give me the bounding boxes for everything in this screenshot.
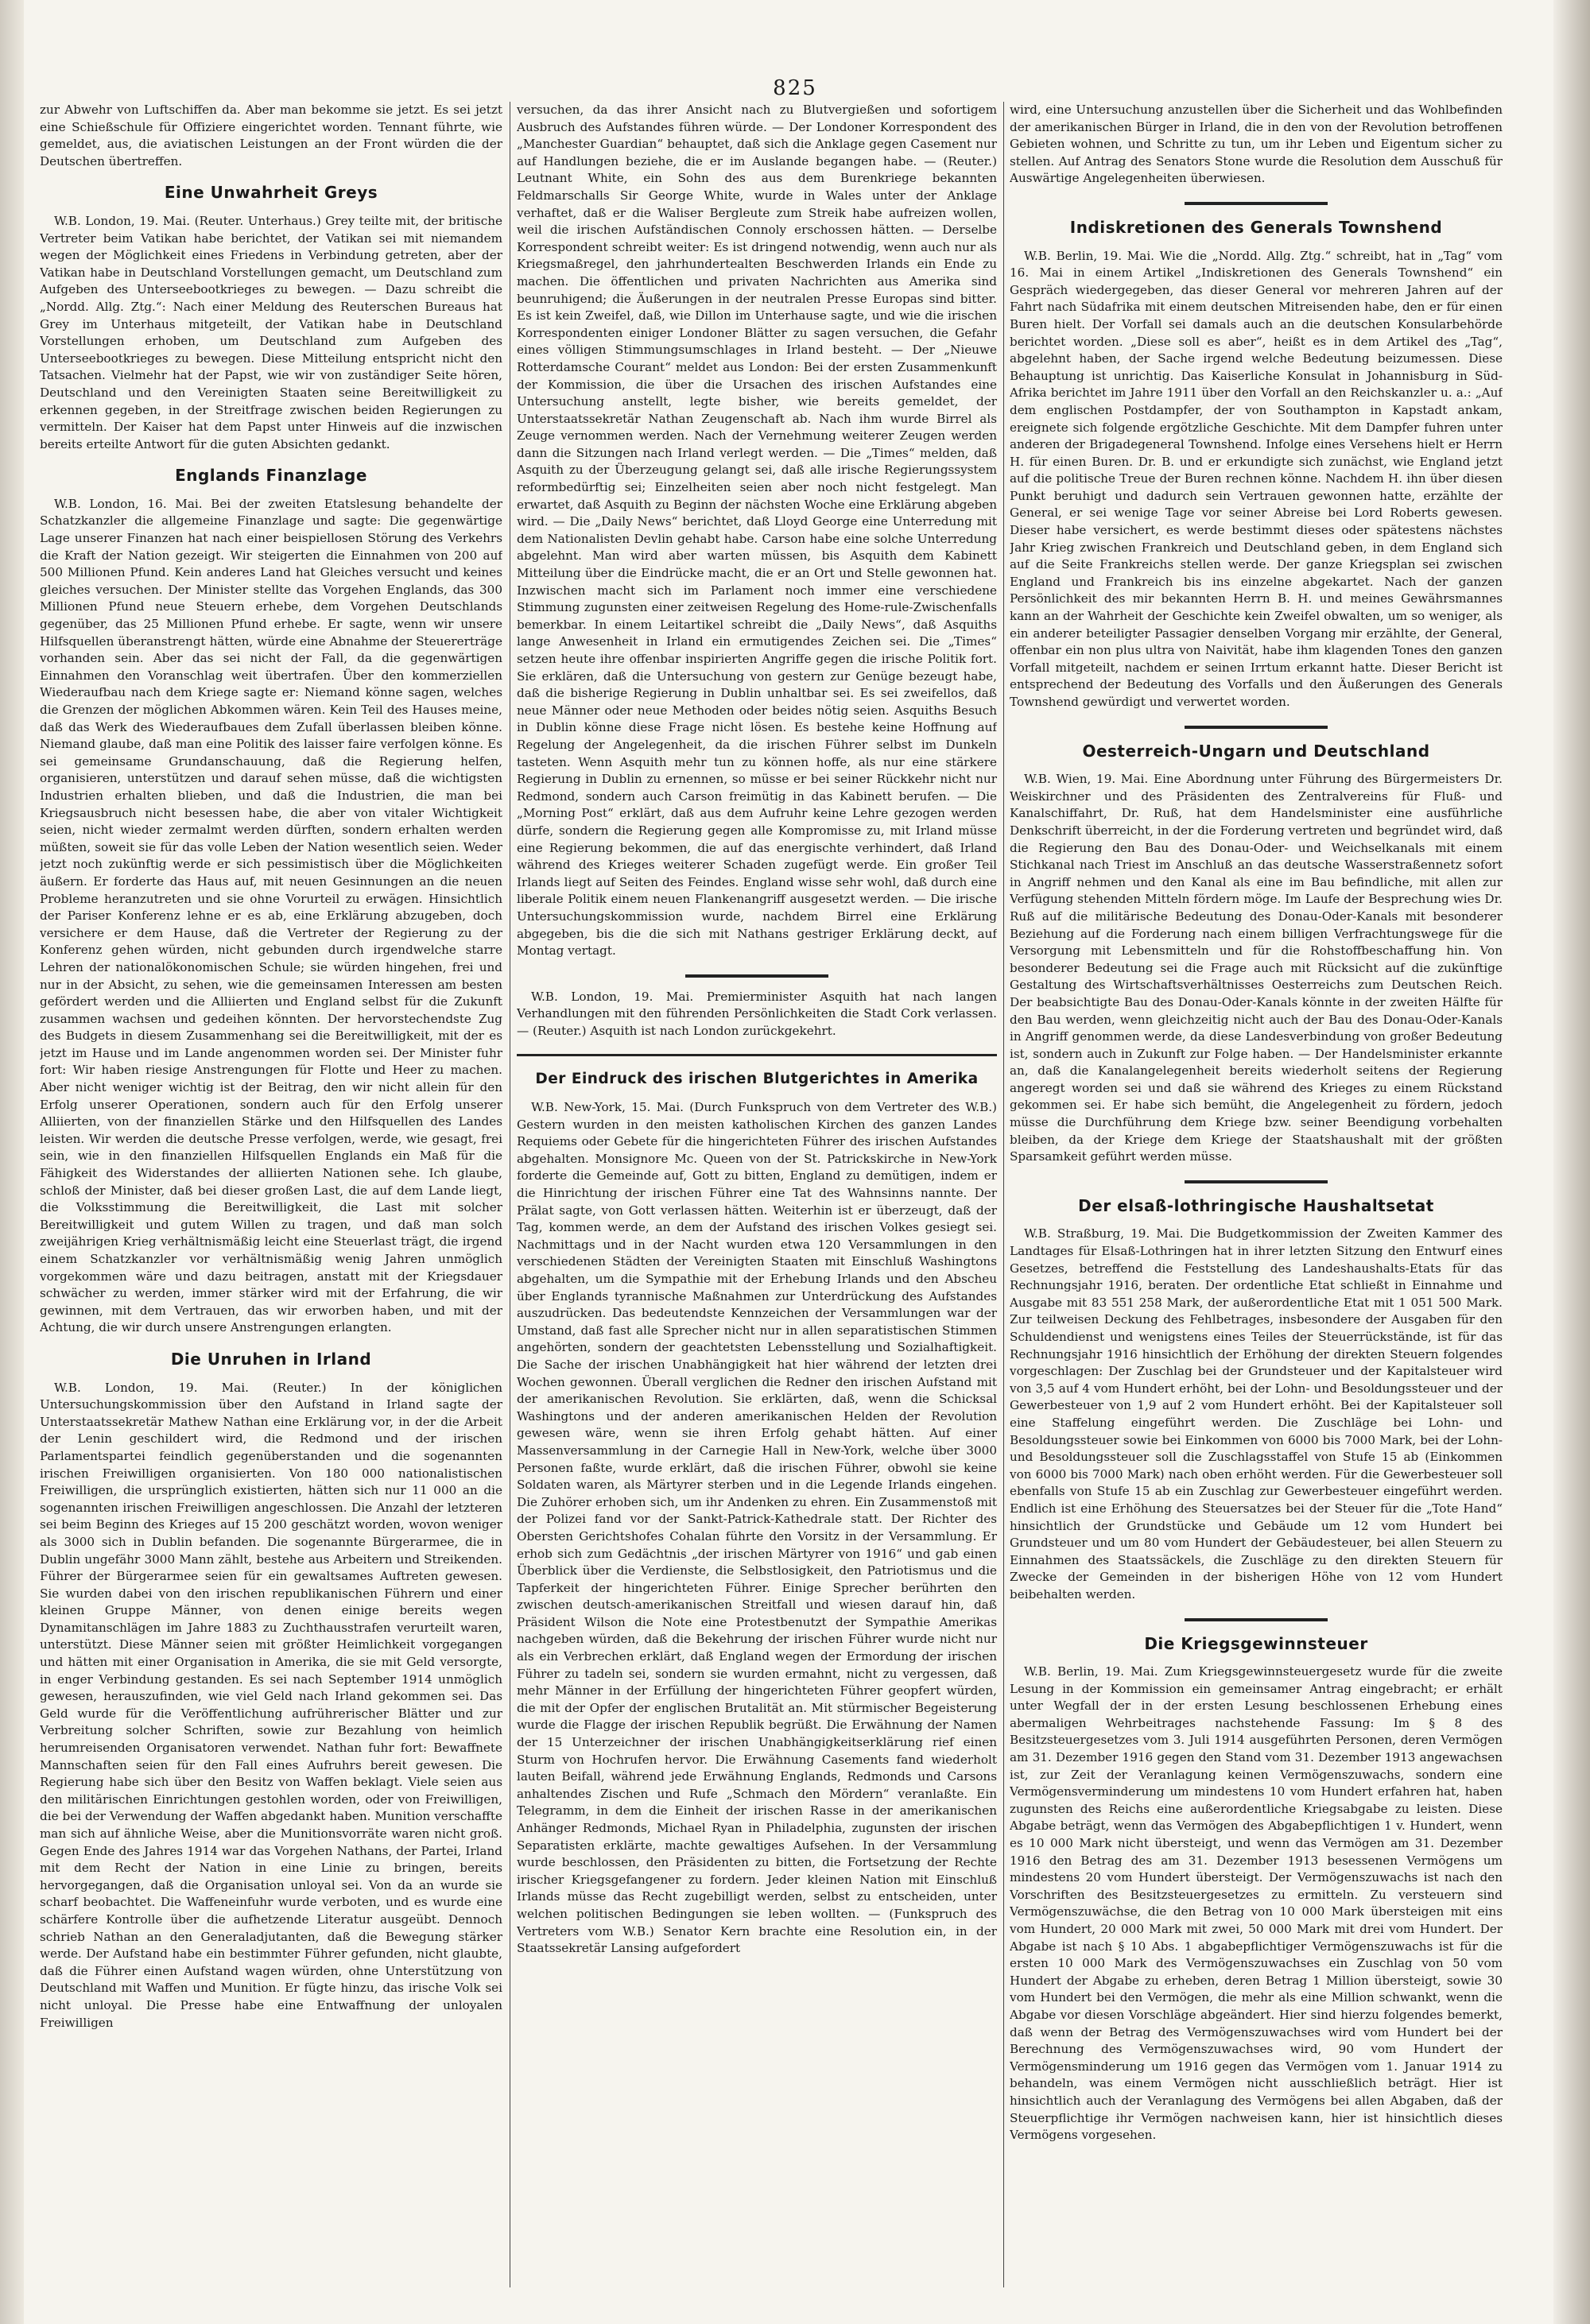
article-body: W.B. London, 19. Mai. (Reuter.) In der königlichen Untersuchungskommission über den Aufstand in Irland sagte der Unterstaatssekretär Mathew Nathan eine Erklärung vor, in der die Arbeit der Lenin geschildert wird, die Redmond und der irischen Parlamentspartei feindlich gegenüberstanden und die sogenannten irischen Freiwilligen organisierten. Von 180 000 nationalistischen Freiwilligen, die ursprünglich existierten, hätten sich nur 11 000 an die sogenannten irischen Freiwilligen angeschlossen. Die Anzahl der letzteren sei beim Beginn des Krieges auf 15 200 geschätzt worden, wovon weniger als 3000 sich in Dublin befanden. Die sogenannte Bürgerarmee, die in Dublin ungefähr 3000 Mann zählt, bestehe aus Arbeitern und Streikenden. Führer der Bürgerarmee seien für ein gewaltsames Auftreten gewesen. Sie wurden dabei von den irischen republikanischen Führern und einer kleinen Gruppe Männer, von denen einige bereits wegen Dynamitanschlägen im Jahre 1883 zu Zuchthausstrafen verurteilt waren, unterstützt. Diese Männer seien mit größter Heimlichkeit vorgegangen und hätten mit einer Organisation in Amerika, die sie mit Geld versorgte, in enger Verbindung gestanden. Es sei nach September 1914 unmöglich gewesen, herauszufinden, wie viel Geld nach Irland gekommen sei. Das Geld wurde für die Veröffentlichung aufrührerischer Blätter und zur Verbreitung solcher Schriften, sowie zur Bezahlung von heimlich herumreisenden Organisatoren verwendet. Nathan fuhr fort: Bewaffnete Mannschaften seien für den Fall eines Aufruhrs bereit gewesen. Die Regierung habe sich über den Besitz von Waffen beklagt. Viele seien aus den militärischen Einrichtungen gestohlen worden, oder von Freiwilligen, die bei der Verwendung der Waffen abgedankt haben. Munition verschaffte man sich auf ähnliche Weise, aber die Munitionsvorräte waren nicht groß. Gegen Ende des Jahres 1914 war das Vorgehen Nathans, der Partei, Irland mit dem Recht der Nation in eine Linie zu bringen, bereits hervorgegangen, daß die Organisation unloyal sei. Von da an wurde sie scharf beobachtet. Die Waffeneinfuhr wurde verboten, und es wurde eine schärfere Kontrolle über die aufhetzende Literatur ausgeübt. Dennoch schrieb Nathan an den Generaladjutanten, daß die Bewegung stärker werde. Der Aufstand habe ein bestimmter Führer gefunden, nicht glaubte, daß die Führer einen Aufstand wagen würden, ohne Unterstützung von Deutschland mit Waffen und Munition. Er fügte hinzu, das irische Volk sei nicht unloyal. Die Presse habe eine Entwaffnung der unloyalen Freiwilligen [40,1380,502,2030]
section-separator [1185,1180,1328,1183]
column-divider [1003,102,1004,2287]
page-edge-shadow [1553,0,1590,2324]
page-binding-shadow [0,0,24,2324]
article-headline: Oesterreich-Ungarn und Deutschland [1082,741,1430,761]
article-headline: Eine Unwahrheit Greys [164,183,378,203]
article-body: W.B. London, 16. Mai. Bei der zweiten Etatslesung behandelte der Schatzkanzler die allgemeine Finanzlage und sagte: Die gegenwärtige Lage unserer Finanzen hat nach einer beispiellosen Störung des Verkehrs die Kraft der Nation gezeigt. Wir steigerten die Einnahmen von 200 auf 500 Millionen Pfund. Kein anderes Land hat Gleiches versucht und keines gleiches versuchen. Der Minister stellte das Vorgehen Englands, das 300 Millionen Pfund neue Steuern erhebe, dem Vorgehen Deutschlands gegenüber, das 25 Millionen Pfund erhebe. Er sagte, wenn wir unsere Hilfsquellen überanstrengt hätten, würde eine Abnahme der Steuererträge vorhanden sein. Aber das sei nicht der Fall, da die gegenwärtigen Einnahmen den Voranschlag weit übertrafen. Über den kommerziellen Wiederaufbau nach dem Kriege sagte er: Niemand könne sagen, welches die Grenzen der möglichen Abkommen wären. Kein Teil des Hauses meine, daß das Werk des Wiederaufbaues dem Zufall überlassen bleiben könne. Niemand glaube, daß man eine Politik des laisser faire verfolgen könne. Es sei gemeinsame Grundanschauung, daß die Regierung helfen, organisieren, unterstützen und darauf sehen müsse, daß die wichtigsten Industrien erhalten blieben, und daß die Industrien, die man bei Kriegsausbruch nicht besessen habe, die aber von vitaler Wichtigkeit seien, nicht wieder zermalmt werden dürften, sondern erhalten werden müßten, soweit sie für das volle Leben der Nation wesentlich seien. Weder jetzt noch zukünftig werde er sich pessimistisch über die Möglichkeiten äußern. Er forderte das Haus auf, mit neuen Gesinnungen an die neuen Probleme heranzutreten und sie ohne Vorurteil zu erwägen. Hinsichtlich der Pariser Konferenz lehne er es ab, eine Erklärung abzugeben, doch versichere er dem Hause, daß die Vertreter der Regierung zu der Konferenz gehen würden, nicht gebunden durch irgendwelche starre Lehren der nationalökonomischen Schule; sie würden hingehen, frei und nur in der Absicht, zu sehen, wie die gemeinsamen Interessen am besten gefördert werden und die Alliierten und England selbst für die Zukunft zusammen wachsen und gedeihen könnten. Der hervorstechendste Zug des Budgets in diesem Zusammenhang sei die Bereitwilligkeit, mit der es jetzt im Hause und im Lande angenommen worden sei. Der Minister fuhr fort: Wir haben riesige Anstrengungen für Flotte und Heer zu machen. Aber nicht weniger wichtig ist der Beitrag, den wir nicht allein für den Erfolg unserer Operationen, sondern auch für den Erfolg unserer Alliierten, von der finanziellen Stärke und den Hilfsquellen des Landes leisten. Wir werden die deutsche Presse verfolgen, werde, wie gesagt, frei sein, wie in den finanziellen Hilfsquellen Englands ein Maß für die Fähigkeit des Widerstandes der alliierten Nationen sehe. Ich glaube, schloß der Minister, daß bei dieser großen Last, die auf dem Lande liegt, die Volksstimmung die Bereitwilligkeit, die Last mit solcher Bereitwilligkeit und gutem Willen zu tragen, und daß man solch zweijährigen Krieg verhältnismäßig leicht eine Steuerlast trägt, die irgend einem Schatzkanzler vor verhältnismäßig wenig Jahren unmöglich vorgekommen wäre und dazu beitragen, anstatt mit der Kriegsdauer schwächer zu werden, immer stärker wird mit der Erfahrung, die wir gewinnen, mit dem Vertrauen, das wir erworben haben, und mit der Achtung, die wir durch unsere Anstrengungen erlangten. [40,496,502,1335]
article-headline: Der Eindruck des irischen Blutgerichtes in Amerika [535,1071,979,1088]
section-separator [1185,202,1328,205]
section-separator [1185,726,1328,729]
continued-text: wird, eine Untersuchung anzustellen über die Sicherheit und das Wohlbefinden der amerikanischen Bürger in Irland, die in den von der Revolution betroffenen Gebieten wohnen, und Schritte zu tun, um ihr Leben und Eigentum sicher zu stellen. Auf Antrag des Senators Stone wurde die Resolution dem Ausschuß für Auswärtige Angelegenheiten überwiesen. [1010,103,1503,186]
section-separator [517,1054,997,1056]
article-headline: Englands Finanzlage [175,466,367,486]
article-body: W.B. New-York, 15. Mai. (Durch Funkspruch von dem Vertreter des W.B.) Gestern wurden in den meisten katholischen Kirchen des ganzen Landes Requiems oder Gebete für die hingerichteten Führer des irischen Aufstandes abgehalten. Monsignore Mc. Queen von der St. Patrickskirche in New-York forderte die Gemeinde auf, Gott zu bitten, England zu demütigen, indem er die Hinrichtung der irischen Führer eine Tat des Wahnsinns nannte. Der Prälat sagte, von Gott verlassen hätten. Weiterhin ist er überzeugt, daß der Tag, kommen werde, an dem der Aufstand des irischen Volkes gesiegt sei. Nachmittags und in der Nacht wurden etwa 120 Versammlungen in den verschiedenen Städten der Vereinigten Staaten mit Einschluß Washingtons abgehalten, um die Sympathie mit der Erhebung Irlands und den Abscheu über Englands tyrannische Maßnahmen zur Unterdrückung des Aufstandes auszudrücken. Das bedeutendste Kennzeichen der Versammlungen war der Umstand, daß fast alle Sprecher nicht nur in allen separatistischen Stimmen angehörten, sondern der geachtetsten Lebensstellung und Sozialhaftigkeit. Die Sache der irischen Unabhängigkeit hat hier während der letzten drei Wochen gewonnen. Überall verglichen die Redner den irischen Aufstand mit der amerikanischen Revolution. Sie erklärten, daß, wenn die Schicksal Washingtons und der anderen amerikanischen Helden der Revolution gewesen wäre, wenn sie ihren Erfolg gehabt hätten. Auf einer Massenversammlung in der Carnegie Hall in New-York, welche über 3000 Personen faßte, wurde erklärt, daß die irischen Führer, obwohl sie keine Soldaten waren, als Märtyrer sterben und in die Legende Irlands eingehen. Die Zuhörer erhoben sich, um ihr Andenken zu ehren. Ein Zusammenstoß mit der Polizei fand vor der Sankt-Patrick-Kathedrale statt. Der Richter des Obersten Gerichtshofes Cohalan führte den Vorsitz in der Versammlung. Er erhob sich zum Gedächtnis „der irischen Märtyrer von 1916“ und gab einen Überblick über die Verdienste, die Selbstlosigkeit, den Patriotismus und die Tapferkeit der hingerichteten Führer. Einige Sprecher berührten den zwischen deutsch-amerikanischen Streitfall und wiesen darauf hin, daß Präsident Wilson die Note eine Protestbenutzt der Sympathie Amerikas nachgeben würden, daß die Bekehrung der irischen Führer wurde nicht nur als ein Verbrechen erklärt, daß England wegen der Ermordung der irischen Führer zu tadeln sei, sondern sie wurden ermahnt, nicht zu vergessen, daß mehr Männer in der Erfüllung der hingerichteten Führer geopfert würden, die mit der Opfer der englischen Brutalität an. Mit stürmischer Begeisterung wurde die Flagge der irischen Republik begrüßt. Die Erwähnung der Namen der 15 Unterzeichner der irischen Unabhängigkeitserklärung rief einen Sturm von Hochrufen hervor. Die Erwähnung Casements fand wiederholt lauten Beifall, während jede Erwähnung Englands, Redmonds und Carsons anhaltendes Zischen und Rufe „Schmach den Mördern“ veranlaßte. Ein Telegramm, in dem die Einheit der irischen Rasse in der amerikanischen Anhänger Redmonds, Michael Ryan in Philadelphia, zugunsten der irischen Separatisten erklärte, machte gewaltiges Aufsehen. In der Versammlung wurde beschlossen, den Präsidenten zu bitten, die Fortsetzung der Rechte irischer Kriegsgefangener zu fordern. Jeder kleinen Nation mit Einschluß Irlands müsse das Recht zugebilligt werden, selbst zu entscheiden, unter welchen politischen Bedingungen sie leben wollten. — (Funkspruch des Vertreters vom W.B.) Senator Kern brachte eine Resolution ein, in der Staatssekretär Lansing aufgefordert [517,1100,997,1956]
article-headline: Die Unruhen in Irland [170,1349,372,1369]
article-body: W.B. Straßburg, 19. Mai. Die Budgetkommission der Zweiten Kammer des Landtages für Elsaß-Lothringen hat in ihrer letzten Sitzung den Entwurf eines Gesetzes, betreffend die Feststellung des Landeshaushalts-Etats für das Rechnungsjahr 1916, beraten. Der ordentliche Etat schließt in Einnahme und Ausgabe mit 83 551 258 Mark, der außerordentliche Etat mit 1 051 500 Mark. Zur teilweisen Deckung des Fehlbetrages, insbesondere der Ausgaben für den Schuldendienst und wenigstens eines Teiles der Steuerrückstände, ist für das Rechnungsjahr 1916 hinsichtlich der Erhöhung der direkten Steuern folgendes vorgeschlagen: Der Zuschlag bei der Grundsteuer und der Kapitalsteuer wird von 3,5 auf 4 vom Hundert erhöht, bei der Lohn- und Besoldungssteuer und der Gewerbesteuer von 1,9 auf 2 vom Hundert erhöht. Bei der Kapitalsteuer soll eine Staffelung eingeführt werden. Die Zuschläge bei Lohn- und Besoldungssteuer sowie bei Einkommen von 6000 bis 7000 Mark, bei der Lohn- und Besoldungssteuer soll die Zuschlagsstaffel von Stufe 15 ab (Einkommen von 6000 bis 7000 Mark) nach oben erhöht werden. Für die Gewerbesteuer soll ebenfalls von Stufe 15 ab ein Zuschlag zur Gewerbesteuer eingeführt werden. Endlich ist eine Erhöhung des Steuersatzes bei der Steuer für die „Tote Hand“ hinsichtlich der Grundstücke und Gebäude um 12 vom Hundert bei Grundsteuer und um 80 vom Hundert der Gebäudesteuer, bei allen Steuern zu Einnahmen des Staatssäckels, die Zuschläge zu den direkten Steuern für Zwecke der Gemeinden in der bisherigen Höhe von 12 vom Hundert beibehalten werden. [1010,1226,1503,1602]
article-headline: Der elsaß-lothringische Haushaltsetat [1078,1195,1434,1215]
article-headline: Die Kriegsgewinnsteuer [1144,1633,1368,1653]
article-body: W.B. London, 19. Mai. Premierminister Asquith hat nach langen Verhandlungen mit den führenden Persönlichkeiten die Stadt Cork verlassen. — (Reuter.) Asquith ist nach London zurückgekehrt. [517,989,997,1038]
continued-text: versuchen, da das ihrer Ansicht nach zu Blutvergießen und sofortigem Ausbruch des Aufstandes führen würde. — Der Londoner Korrespondent des „Manchester Guardian“ behauptet, daß sich die Anklage gegen Casement nur auf Handlungen beziehe, die er im Auslande begangen habe. — (Reuter.) Leutnant White, ein Sohn des aus dem Burenkriege bekannten Feldmarschalls Sir George White, wurde in Wales unter der Anklage verhaftet, daß er die Waliser Bergleute zum Streik habe aufreizen wollen, weil die irischen Aufständischen Connoly erschossen hätten. — Derselbe Korrespondent schreibt weiter: Es ist dringend notwendig, wenn auch nur als Kriegsmaßregel, den jahrhundertealten Beschwerden Irlands ein Ende zu machen. Die öffentlichen und privaten Nachrichten aus Amerika sind beunruhigend; die Äußerungen in der neutralen Presse Europas sind bitter. Es ist kein Zweifel, daß, wie Dillon im Unterhause sagte, und wie die irischen Korrespondenten einiger Londoner Blätter zu sagen versuchen, die Gefahr eines völligen Stimmungsumschlages in Irland besteht. — Der „Nieuwe Rotterdamsche Courant“ meldet aus London: Bei der ersten Zusammenkunft der Kommission, die über die Ursachen des irischen Aufstandes eine Untersuchung anstellt, legte bisher, wie bereits gemeldet, der Unterstaatssekretär Nathan Zeugenschaft ab. Nach ihm wurde Birrel als Zeuge vernommen werden. Nach der Vernehmung weiterer Zeugen werden dann die Sitzungen nach Irland verlegt werden. — Die „Times“ melden, daß Asquith zu der Überzeugung gelangt sei, daß alle irische Regierungssystem reformbedürftig sei; Einzelheiten seien aber noch nicht festgelegt. Man erwartet, daß Asquith zu Beginn der nächsten Woche eine Erklärung abgeben wird. — Die „Daily News“ berichtet, daß Lloyd George eine Unterredung mit dem Nationalisten Devlin gehabt habe. Carson habe eine solche Unterredung abgelehnt. Man wird aber warten müssen, bis Asquith dem Kabinett Mitteilung über die Eindrücke macht, die er an Ort und Stelle gewonnen hat. Inzwischen macht sich im Parlament noch immer eine verschiedene Stimmung zugunsten einer zeitweisen Regelung des Home-rule-Zwischenfalls bemerkbar. In einem Leitartikel schreibt die „Daily News“, daß Asquiths lange Anwesenheit in Irland ein ermutigendes Zeichen sei. Die „Times“ setzen heute ihre offenbar inspirierten Angriffe gegen die irische Politik fort. Sie erklären, daß die Untersuchung von gestern zur Genüge bezeugt habe, daß die bisherige Regierung in Dublin unhaltbar sei. Es sei zweifellos, daß neue Männer oder neue Methoden oder beides nötig seien. Asquiths Besuch in Dublin könne diese Frage nicht lösen. Es bestehe keine Hoffnung auf Regelung der Angelegenheit, da die irischen Führer selbst im Dunkeln tasteten. Wenn Asquith mehr tun zu können hoffe, als nur eine stärkere Regierung in Dublin zu ernennen, so müsse er bei seiner Rückkehr nicht nur Redmond, sondern auch Carson freimütig in das Kabinett berufen. — Die „Morning Post“ erklärt, daß aus dem Aufruhr keine Lehre gezogen werden dürfe, sondern die Regierung gegen alle Kompromisse zu, mit Irland müsse eine Regierung bekommen, die auf das energischte verhindert, daß Irland während des Krieges weiterer Schaden zugefügt werde. Ein großer Teil Irlands liegt auf Seiten des Feindes. England wisse sehr wohl, daß durch eine liberale Politik einem neuen Flankenangriff ausgesetzt werden. — Die irische Untersuchungskommission wurde, nachdem Birrel eine Erklärung abgegeben, bis die die sich mit Nathans gestriger Erklärung deckt, auf Montag vertagt. [517,103,997,959]
article-body: W.B. Wien, 19. Mai. Eine Abordnung unter Führung des Bürgermeisters Dr. Weiskirchner und des Präsidenten des Zentralvereins für Fluß- und Kanalschiffahrt, Dr. Ruß, hat dem Handelsminister eine ausführliche Denkschrift überreicht, in der die Forderung vertreten und begründet wird, daß die Regierung den Bau des Donau-Oder- und Weichselkanals mit einem Stichkanal nach Triest im Anschluß an das deutsche Wasserstraßennetz sofort in Angriff nehmen und den Kanal als eine im Bau befindliche, mit allen zur Verfügung stehenden Mitteln fördern möge. Im Laufe der Besprechung wies Dr. Ruß auf die militärische Bedeutung des Donau-Oder-Kanals mit besonderer Beziehung auf die Forderung nach einem billigen Verfrachtungswege für die Versorgung mit Lebensmitteln und für die Rohstoffbeschaffung hin. Von besonderer Bedeutung sei die Frage auch mit Rücksicht auf die zukünftige Gestaltung des Wirtschaftsverhältnisses Oesterreichs zum Deutschen Reich. Der beabsichtigte Bau des Donau-Oder-Kanals könnte in der zweiten Hälfte für den Bau werden, wenn gleichzeitig nicht auch der Bau des Donau-Oder-Kanals in Angriff genommen werde, da diese Landesverbindung von großer Bedeutung ist, sondern auch in Zukunft zur Folge haben. — Der Handelsminister erkannte an, daß die Kanalangelegenheit bereits wiederholt seitens der Regierung angeregt worden sei und daß sie während des Krieges zu einem Rückstand gekommen sei. Er habe sich bemüht, die Angelegenheit zu fördern, jedoch müsse die Durchführung dem Kriege bzw. seiner Beendigung vorbehalten bleiben, da der Kriege dem Kriege der Staatshaushalt mit der größten Sparsamkeit geführt werden müsse. [1010,772,1503,1164]
column-1 [40,102,502,2287]
page-number: 825 [773,76,817,100]
article-headline: Indiskretionen des Generals Townshend [1069,217,1443,237]
article-body: W.B. Berlin, 19. Mai. Wie die „Nordd. Allg. Ztg.“ schreibt, hat in „Tag“ vom 16. Mai in einem Artikel „Indiskretionen des Generals Townshend“ ein Gespräch wiedergegeben, das dieser General vor mehreren Jahren auf der Fahrt nach Südafrika mit einem deutschen Mitreisenden habe, den er für einen Buren hielt. Der Vorfall sei damals auch an die deutschen Konsularbehörde berichtet worden. „Diese soll es aber“, heißt es in dem Artikel des „Tag“, abgelehnt haben, der Sache irgend welche Bedeutung beizumessen. Diese Behauptung ist unrichtig. Das Kaiserliche Konsulat in Johannisburg in Süd-Afrika berichtet im Jahre 1911 über den Vorfall an den Reichskanzler u. a.: „Auf dem englischen Postdampfer, der von Southampton in Kapstadt ankam, ereignete sich folgende ergötzliche Geschichte. Mit dem Dampfer fuhren unter anderen der Brigadegeneral Townshend. Infolge eines Versehens hielt er Herrn H. für einen Buren. Dr. B. und er erkundigte sich zunächst, wie England jetzt auf die politische Treue der Buren rechnen könne. Nachdem H. ihn über diesen Punkt beruhigt und dadurch sein Vertrauen gewonnen hatte, erzählte der General, er sei wenige Tage vor seiner Abreise bei Lord Roberts gewesen. Dieser habe versichert, es werde bestimmt dieses oder spätestens nächstes Jahr Krieg zwischen Frankreich und Deutschland geben, in dem England sich auf die Seite Frankreichs stellen werde. Der ganze Kriegsplan sei zwischen England und Frankreich bis ins einzelne abgekartet. Nach der ganzen Persönlichkeit des mir bekannten Herrn B. H. und meines Gewährsmannes kann an der Wahrheit der Geschichte kein Zweifel obwalten, um so weniger, als ein anderer beteiligter Passagier denselben Vorgang mir erzählte, der General, offenbar ein non plus ultra von Naivität, habe ihm klagenden Tones den ganzen Vorfall mitgeteilt, nachdem er seinen Irrtum erkannt hatte. Dieser Bericht ist entsprechend der Bedeutung des Vorfalls und den Äußerungen des Generals Townshend gewürdigt und verwertet worden. [1010,248,1503,709]
column-3 [1010,102,1503,2287]
continued-text: zur Abwehr von Luftschiffen da. Aber man bekomme sie jetzt. Es sei jetzt eine Schießschule für Offiziere eingerichtet worden. Tennant führte, wie gemeldet, aus, die aviatischen Leistungen an der Front würden die der Deutschen übertreffen. [40,103,502,168]
section-separator [685,974,828,978]
article-body: W.B. Berlin, 19. Mai. Zum Kriegsgewinnsteuergesetz wurde für die zweite Lesung in der Kommission ein gemeinsamer Antrag eingebracht; er erhält unter Wegfall der in der ersten Lesung beschlossenen Erhebung eines abermaligen Wehrbeitrages nachstehende Fassung: Im § 8 des Besitzsteuergesetzes vom 3. Juli 1914 ausgeführten Personen, deren Vermögen am 31. Dezember 1916 gegen den Stand vom 31. Dezember 1913 angewachsen ist, zur Zeit der Veranlagung keinen Vermögenszuwachs, sondern eine Vermögensverminderung um mindestens 10 vom Hundert erfahren hat, haben zugunsten des Reichs eine außerordentliche Kriegsabgabe zu leisten. Diese Abgabe beträgt, wenn das Vermögen des Abgabepflichtigen 1 v. Hundert, wenn es 10 000 Mark nicht übersteigt, und wenn das Vermögen am 31. Dezember 1916 den Betrag des am 31. Dezember 1913 besessenen Vermögens um mindestens 20 vom Hundert übersteigt. Der Vermögenszuwachs ist nach den Vorschriften des Besitzsteuergesetzes zu ermitteln. Zu versteuern sind Vermögenszuwächse, die den Betrag von 10 000 Mark übersteigen mit eins vom Hundert, 20 000 Mark mit zwei, 50 000 Mark mit drei vom Hundert. Der Abgabe ist nach § 10 Abs. 1 abgabepflichtiger Vermögenszuwachs ist für die ersten 10 000 Mark des Vermögenszuwachses ein Zuschlag von 50 vom Hundert der Abgabe zu erheben, deren Betrag 1 Million übersteigt, sowie 30 vom Hundert bei den Vermögen, die mehr als eine Million schwankt, wenn die Abgabe vor diesen Vorschläge abgeändert. Hier sind hierzu folgendes bemerkt, daß wenn der Betrag des Vermögenszuwachses wird vom Hundert bei der Berechnung des Vermögenszuwachses wird, 90 vom Hundert der Vermögensminderung um 1916 gegen das Vermögen vom 1. Januar 1914 zu behandeln, was einem Vermögen nicht ausschließlich beträgt. Hier ist hinsichtlich auch der Veranlagung des Vermögens bei allen Abgaben, daß der Steuerpflichtige ihr Vermögen nachweisen kann, hier ist hinsichtlich dieses Vermögens vorgesehen. [1010,1664,1503,2143]
section-separator [1185,1618,1328,1621]
article-body: W.B. London, 19. Mai. (Reuter. Unterhaus.) Grey teilte mit, der britische Vertreter beim Vatikan habe berichtet, der Vatikan sei mit niemandem wegen der Möglichkeit eines Friedens in Verbindung getreten, aber der Vatikan habe in Deutschland Vorstellungen gemacht, um Deutschland zum Aufgeben des Unterseebootkrieges zu bewegen. — Dazu schreibt die „Nordd. Allg. Ztg.“: Nach einer Meldung des Reuterschen Bureaus hat Grey im Unterhaus mitgeteilt, der Vatikan habe in Deutschland Vorstellungen erhoben, um Deutschland zum Aufgeben des Unterseebootkrieges zu bewegen. Diese Mitteilung entspricht nicht den Tatsachen. Vielmehr hat der Papst, wie wir von zuständiger Seite hören, Deutschland und den Vereinigten Staaten seine Bereitwilligkeit zu erkennen gegeben, in der Streitfrage zwischen beiden Regierungen zu vermitteln. Der Kaiser hat dem Papst unter Hinweis auf die inzwischen bereits erteilte Antwort für die guten Absichten gedankt. [40,213,502,451]
column-2 [517,102,997,2287]
